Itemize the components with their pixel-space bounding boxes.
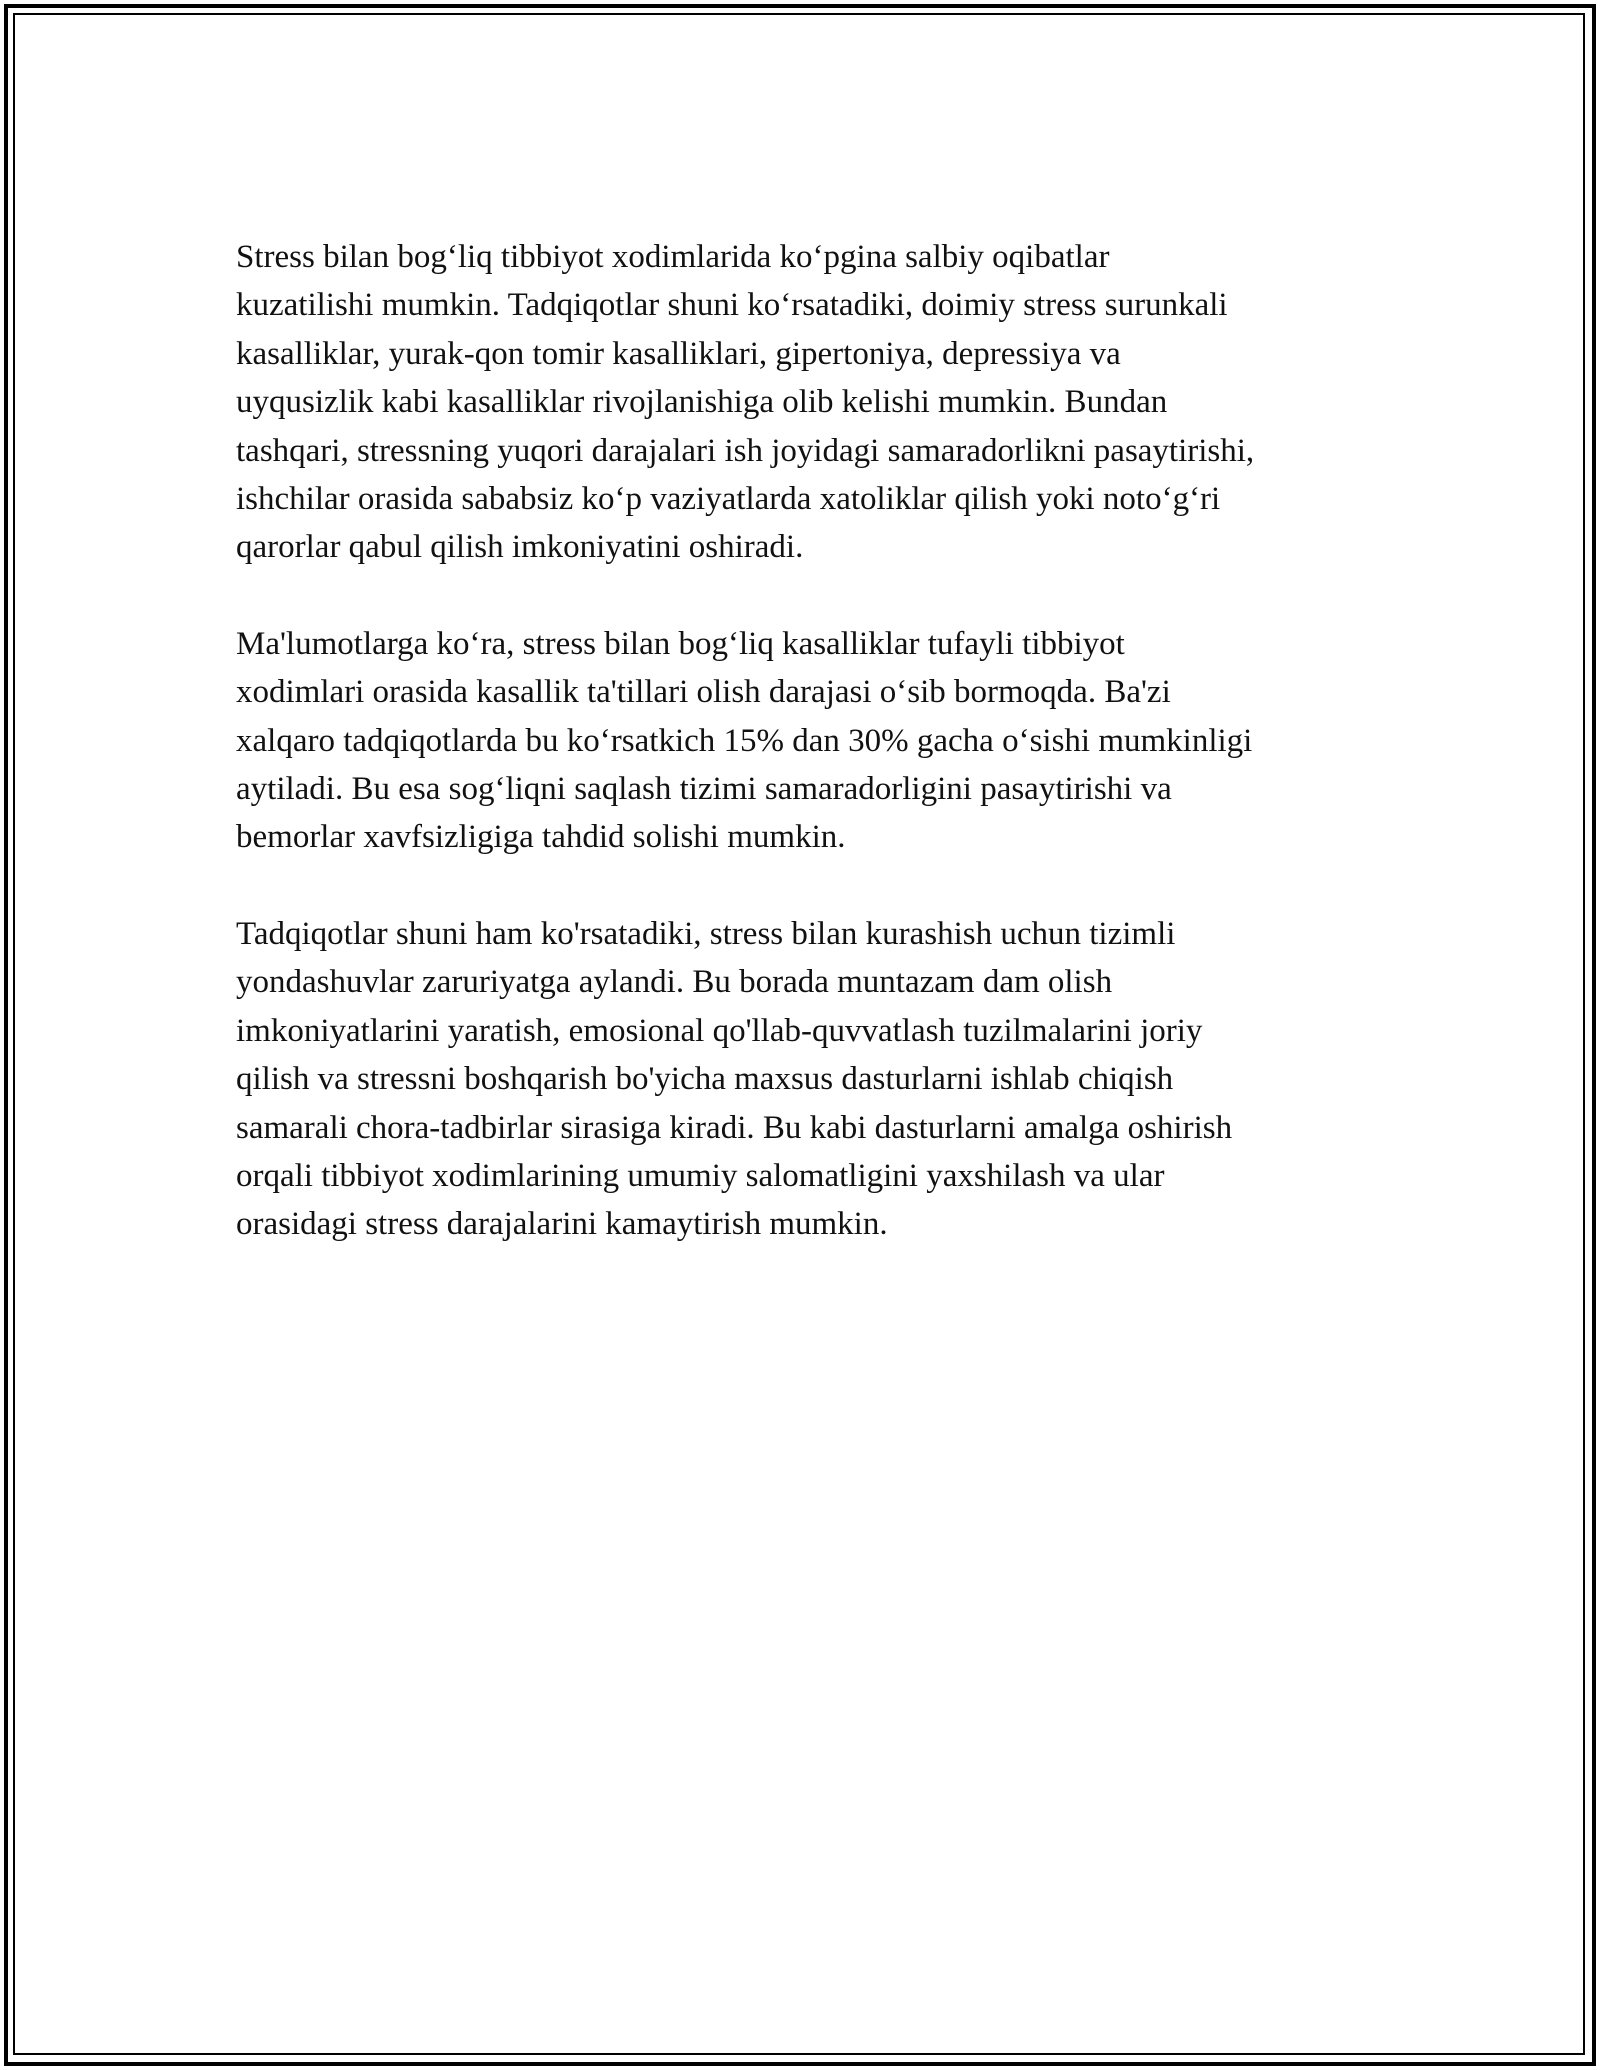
paragraph-3: Tadqiqotlar shuni ham ko'rsatadiki, stress bilan kurashish uchun tizimli yondashuvlar zaruriyatga aylandi. Bu borada muntazam dam olish imkoniyatlarini yaratish, emosional qo'llab-quvvatlash tuzilmalarini joriy qilish va stressni boshqarish bo'yicha maxsus dasturlarni ishlab chiqish samarali chora-tadbirlar sirasiga kiradi. Bu kabi dasturlarni amalga oshirish orqali tibbiyot xodimlarining umumiy salomatligini yaxshilash va ular orasidagi stress darajalarini kamaytirish mumkin. xyxy=(236,915,1233,1243)
document-body xyxy=(236,233,1386,1297)
paragraph-2: Ma'lumotlarga ko‘ra, stress bilan bog‘liq kasalliklar tufayli tibbiyot xodimlari orasida kasallik ta'tillari olish darajasi o‘sib bormoqda. Ba'zi xalqaro tadqiqotlarda bu ko‘rsatkich 15% dan 30% gacha o‘sishi mumkinligi aytiladi. Bu esa sog‘liqni saqlash tizimi samaradorligini pasaytirishi va bemorlar xavfsizligiga tahdid solishi mumkin. xyxy=(236,625,1253,856)
paragraph-1: Stress bilan bog‘liq tibbiyot xodimlarida ko‘pgina salbiy oqibatlar kuzatilishi mumkin. Tadqiqotlar shuni ko‘rsatadiki, doimiy stress surunkali kasalliklar, yurak-qon tomir kasalliklari, gipertoniya, depressiya va uyqusizlik kabi kasalliklar rivojlanishiga olib kelishi mumkin. Bundan tashqari, stressning yuqori darajalari ish joyidagi samaradorlikni pasaytirishi, ishchilar orasida sababsiz ko‘p vaziyatlarda xatoliklar qilish yoki noto‘g‘ri qarorlar qabul qilish imkoniyatini oshiradi. xyxy=(236,239,1255,566)
